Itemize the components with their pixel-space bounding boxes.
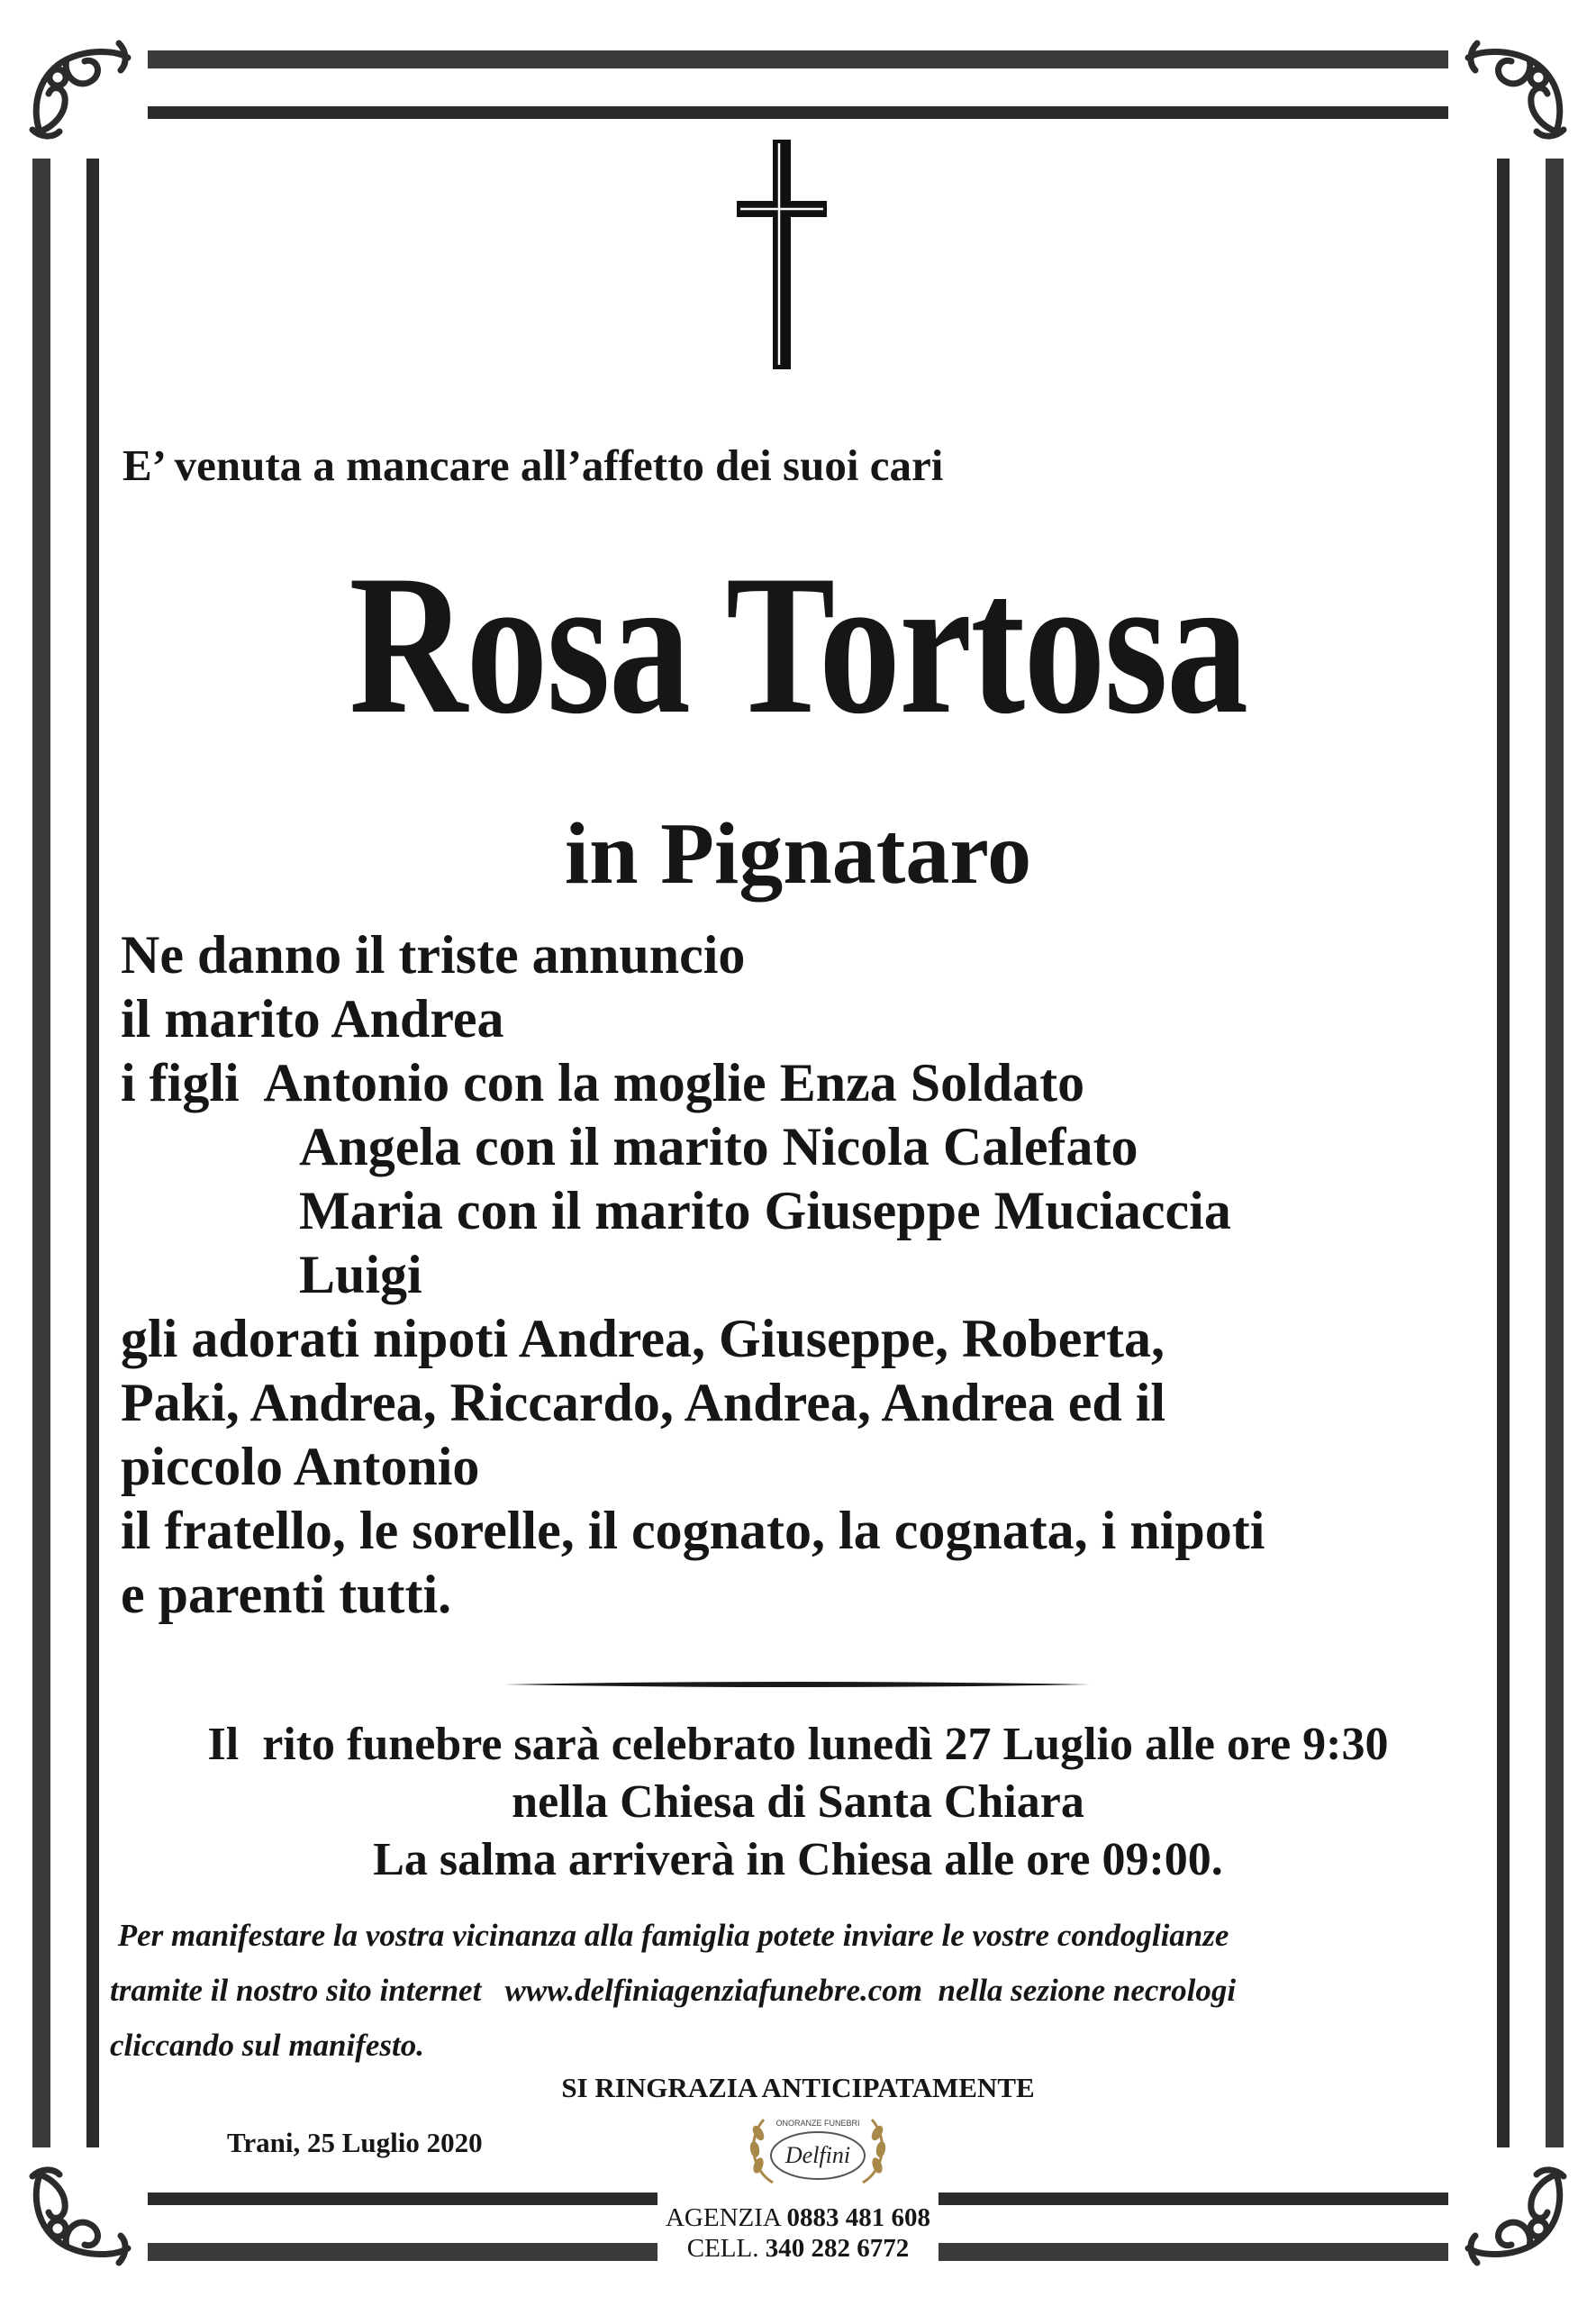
announcement-line: Angela con il marito Nicola Calefato — [299, 1117, 1138, 1176]
announcement-line: Ne danno il triste annuncio — [121, 925, 746, 985]
announcement-block — [121, 923, 1265, 1627]
note-line: cliccando sul manifesto. — [110, 2028, 425, 2063]
delfini-logo — [737, 2106, 899, 2196]
announcement-line: e parenti tutti. — [121, 1565, 452, 1624]
corner-ornament-icon — [13, 23, 148, 159]
ceremony-line: Il rito funebre sarà celebrato lunedì 27 Luglio alle ore 9:30 — [207, 1719, 1389, 1770]
announcement-line: Maria con il marito Giuseppe Muciaccia — [299, 1181, 1231, 1240]
deceased-name: Rosa Tortosa — [349, 534, 1247, 756]
ceremony-block — [0, 1716, 1596, 1889]
announcement-line: gli adorati nipoti Andrea, Giuseppe, Roberta, — [121, 1309, 1165, 1368]
cell-phone: 340 282 6772 — [765, 2234, 910, 2263]
announcement-line: il fratello, le sorelle, il cognato, la cognata, i nipoti — [121, 1501, 1265, 1560]
agency-contacts — [0, 2202, 1596, 2264]
agency-phone: 0883 481 608 — [786, 2203, 930, 2232]
corner-ornament-icon — [1448, 23, 1583, 159]
announcement-line: il marito Andrea — [121, 989, 504, 1049]
divider — [504, 1681, 1090, 1688]
note-line: Per manifestare la vostra vicinanza alla famiglia potete inviare le vostre condoglianze — [110, 1918, 1229, 1953]
thanks-text: SI RINGRAZIA ANTICIPATAMENTE — [561, 2072, 1035, 2103]
cell-label: CELL. — [686, 2234, 766, 2263]
announcement-line: Luigi — [299, 1245, 422, 1304]
place-date: Trani, 25 Luglio 2020 — [227, 2127, 483, 2158]
intro-text: E’ venuta a mancare all’affetto dei suoi cari — [122, 440, 944, 490]
note-line: tramite il nostro sito internet www.delfiniagenziafunebre.com nella sezione necrologi — [110, 1973, 1237, 2008]
married-name: in Pignataro — [564, 805, 1032, 903]
logo-top-text: ONORANZE FUNEBRI — [775, 2119, 860, 2128]
ceremony-line: La salma arriverà in Chiesa alle ore 09:00. — [373, 1834, 1223, 1885]
announcement-line: piccolo Antonio — [121, 1437, 480, 1496]
announcement-line: Paki, Andrea, Riccardo, Andrea, Andrea ed il — [121, 1373, 1166, 1432]
condolence-note — [110, 1908, 1236, 2073]
ceremony-line: nella Chiesa di Santa Chiara — [512, 1776, 1084, 1828]
agency-label: AGENZIA — [665, 2203, 787, 2232]
logo-brand: Delfini — [784, 2142, 851, 2168]
announcement-line: i figli Antonio con la moglie Enza Soldato — [121, 1053, 1085, 1112]
cross-icon — [737, 140, 827, 369]
